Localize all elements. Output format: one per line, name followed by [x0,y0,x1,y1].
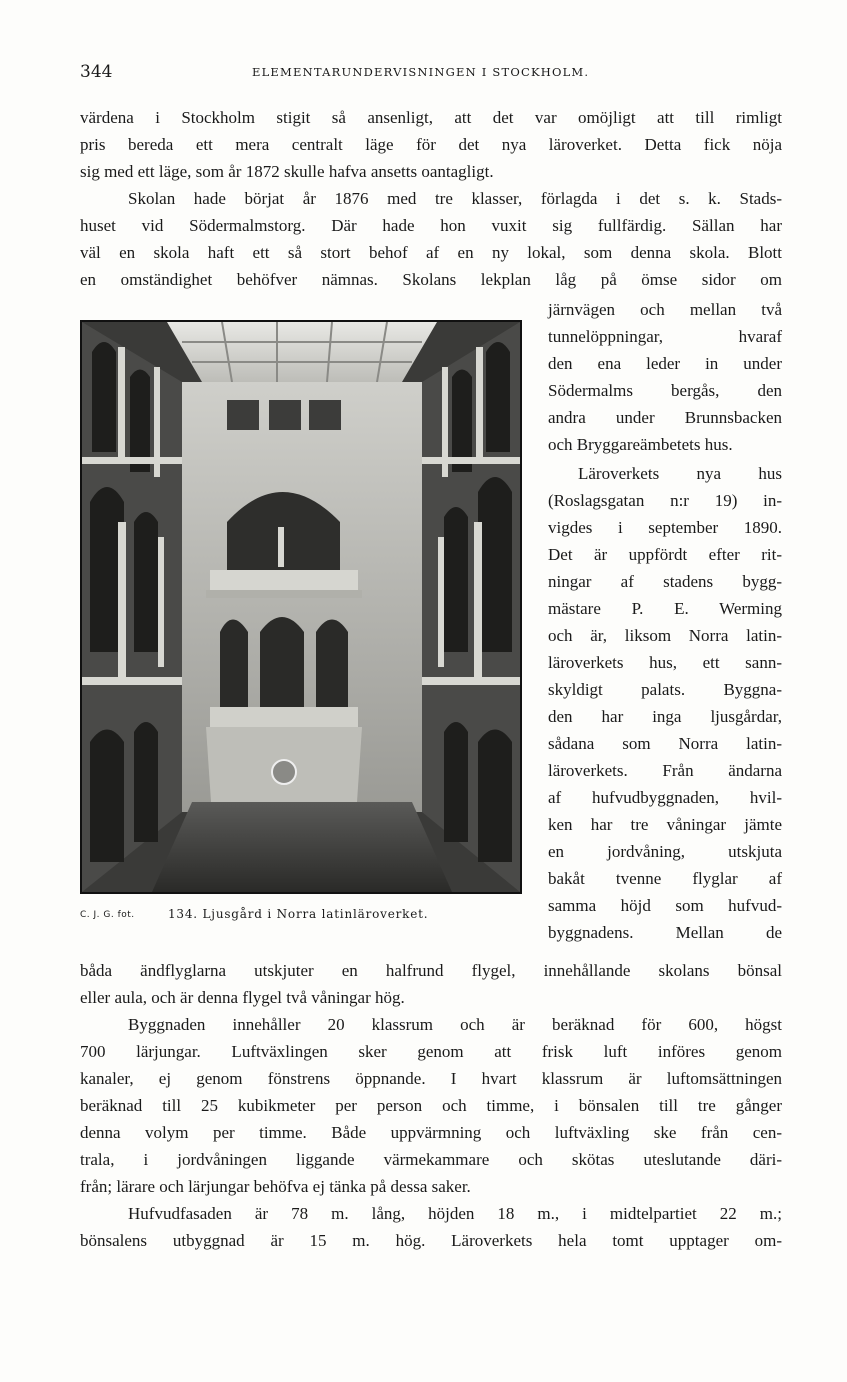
text-line: af hufvudbyggnaden, hvil- [548,788,782,807]
page-number: 344 [80,62,113,82]
text-line: denna volym per timme. Både uppvärmning och luftväxling ske från cen- [80,1123,782,1142]
text-line: Skolan hade börjat år 1876 med tre klasser, förlagda i det s. k. Stads- [128,189,782,208]
text-line: en omständighet behöfver nämnas. Skolans lekplan låg på ömse sidor om [80,270,782,289]
text-line: (Roslagsgatan n:r 19) in- [548,491,782,510]
text-line: Det är uppfördt efter rit- [548,545,782,564]
text-line: Byggnaden innehåller 20 klassrum och är beräknad för 600, högst [128,1015,782,1034]
text-line: skyldigt palats. Byggna- [548,680,782,699]
text-line: trala, i jordvåningen liggande värmekammare och skötas uteslutande däri- [80,1150,782,1169]
text-line: Läroverkets nya hus [578,464,782,483]
text-line: sådana som Norra latin- [548,734,782,753]
text-line: och är, liksom Norra latin- [548,626,782,645]
text-line: ken har tre våningar jämte [548,815,782,834]
text-line: läroverkets hus, ett sann- [548,653,782,672]
text-line: bakåt tvenne flyglar af [548,869,782,888]
atrium-photograph [80,320,522,894]
text-line: väl en skola haft ett så stort behof af en ny lokal, som denna skola. Blott [80,243,782,262]
text-line: den ena leder in under [548,354,782,373]
text-line: tunnelöppningar, hvaraf [548,327,782,346]
text-line: huset vid Södermalmstorg. Där hade hon vuxit sig fullfärdig. Sällan har [80,216,782,235]
text-line: båda ändflyglarna utskjuter en halfrund flygel, innehållande skolans bönsal [80,961,782,980]
text-line: vigdes i september 1890. [548,518,782,537]
text-line: en jordvåning, utskjuta [548,842,782,861]
text-line: kanaler, ej genom fönstrens öppnande. I hvart klassrum är luftomsättningen [80,1069,782,1088]
text-line: och Bryggareämbetets hus. [548,435,733,454]
text-line: järnvägen och mellan två [548,300,782,319]
text-line: 700 lärjungar. Luftväxlingen sker genom att frisk luft införes genom [80,1042,782,1061]
text-line: beräknad till 25 kubikmeter per person och timme, i bönsalen till tre gånger [80,1096,782,1115]
text-line: pris bereda ett mera centralt läge för det nya läroverket. Detta fick nöja [80,135,782,154]
text-line: Hufvudfasaden är 78 m. lång, höjden 18 m., i midtelpartiet 22 m.; [128,1204,782,1223]
page-header [80,62,782,88]
text-line: Södermalms bergås, den [548,381,782,400]
figure-caption: 134. Ljusgård i Norra latinläroverket. [168,907,429,921]
text-line: värdena i Stockholm stigit så ansenligt, att det var omöjligt att till rimligt [80,108,782,127]
text-line: samma höjd som hufvud- [548,896,782,915]
running-title: ELEMENTARUNDERVISNINGEN I STOCKHOLM. [252,65,590,79]
text-line: läroverkets. Från ändarna [548,761,782,780]
text-line: andra under Brunnsbacken [548,408,782,427]
photo-credit: C. J. G. fot. [80,910,135,920]
text-line: ningar af stadens bygg- [548,572,782,591]
text-line: byggnadens. Mellan de [548,923,782,942]
text-line: bönsalens utbyggnad är 15 m. hög. Läroverkets hela tomt upptager om- [80,1231,782,1250]
text-line: eller aula, och är denna flygel två våningar hög. [80,988,405,1007]
text-line: från; lärare och lärjungar behöfva ej tänka på dessa saker. [80,1177,471,1196]
text-line: sig med ett läge, som år 1872 skulle hafva ansetts oantagligt. [80,162,494,181]
text-line: mästare P. E. Werming [548,599,782,618]
text-line: den har inga ljusgårdar, [548,707,782,726]
